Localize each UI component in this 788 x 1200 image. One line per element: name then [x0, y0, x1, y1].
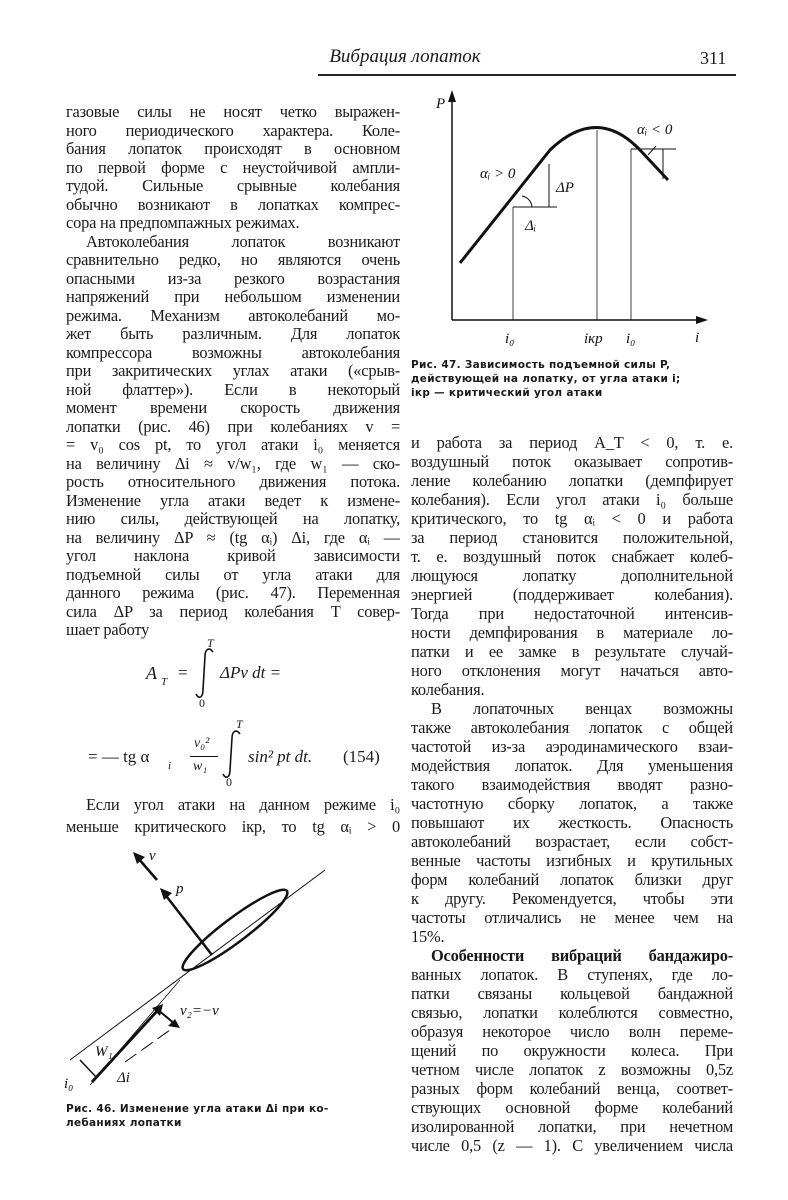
text-line: газовые силы не носят четко выражен-	[66, 103, 400, 121]
text-line: патки и ее замке в результате случай-	[411, 642, 733, 661]
figure-46-caption-line-1: Рис. 46. Изменение угла атаки Δi при ко-	[66, 1103, 329, 1115]
text-line: критического, то tg αᵢ < 0 и работа	[411, 509, 733, 528]
fig46-label-v: v	[149, 848, 156, 864]
text-line: ствующих основной форме колебаний	[411, 1098, 733, 1117]
text-line: ного периодического характера. Коле-	[66, 121, 400, 140]
running-header-title: Вибрация лопаток	[329, 46, 481, 67]
text-line: тудой. Сильные срывные колебания	[66, 177, 400, 195]
fig46-label-i0: i₀	[64, 1076, 74, 1092]
text-line: такого взаимодействия вводят разно-	[411, 775, 733, 794]
text-line: ление колебанию лопатки (демпфирует	[411, 471, 733, 490]
fig47-i0-right: i₀	[626, 331, 636, 347]
fig47-y-label: P	[436, 96, 446, 112]
text-line: Изменение угла атаки ведет к измене-	[66, 491, 400, 510]
text-line: ного отклонения могут начаться авто-	[411, 661, 733, 680]
text-line: сила ΔP за период колебания T совер-	[66, 602, 400, 621]
fig46-label-di: Δi	[117, 1070, 130, 1086]
integral-sign-1	[196, 649, 213, 697]
text-line: опасными из-за резкого возрастания	[66, 269, 400, 288]
text-line: связью, лопатки колеблются совместно,	[411, 1003, 733, 1022]
text-line: Особенности вибраций бандажиро-	[431, 946, 733, 965]
formula-fraction-denominator: w₁	[193, 759, 208, 774]
text-line: подъемной силы от угла атаки для	[66, 565, 400, 584]
text-line: образуя некоторое число волн переме-	[411, 1022, 733, 1041]
text-line: сравнительно редко, но являются очень	[66, 251, 400, 269]
text-line: компрессора возможны автоколебания	[66, 343, 400, 362]
text-line: рость относительного движения потока.	[66, 473, 400, 491]
text-line: энергией (поддерживает колебания).	[411, 585, 733, 604]
figure-47-caption	[411, 358, 733, 400]
text-line: числе 0,5 (z — 1). С увеличением числа	[411, 1136, 733, 1155]
text-line: напряжений при небольшом изменении	[66, 288, 400, 306]
fig47-x-label: i	[695, 330, 700, 346]
text-line: патки связаны кольцевой бандажной	[411, 984, 733, 1003]
text-line: частотную сборку лопаток, а также	[411, 794, 733, 813]
text-line: изолированной лопатки, при нечетном	[411, 1117, 733, 1136]
fig46-label-w1: W₁	[95, 1044, 113, 1060]
text-line: ности демпфирования в материале ло-	[411, 623, 733, 642]
text-line: ванных лопаток. В ступенях, где ло-	[411, 965, 733, 984]
formula-upper-limit-2: T	[236, 717, 243, 731]
fig46-label-v2: v₂=−v	[180, 1003, 219, 1019]
text-line: на величину ΔP ≈ (tg αᵢ) Δi, где αᵢ —	[66, 528, 400, 547]
text-line: 15%.	[411, 927, 445, 946]
formula-lhs-sub: T	[161, 676, 168, 688]
figure-46-caption	[66, 1102, 400, 1130]
integral-sign-2	[223, 731, 240, 777]
fig47-ikp: iкр	[584, 331, 603, 347]
text-line: автоколебаний возрастает, если собст-	[411, 832, 733, 851]
text-line: меньше критического iкр, то tg αᵢ > 0	[66, 816, 400, 836]
text-line: повышают их жесткость. Опасность	[411, 813, 733, 832]
text-line: частотой из-за аэродинамического взаи-	[411, 737, 733, 756]
figure-47-caption-line-1: Рис. 47. Зависимость подъемной силы P,	[411, 359, 671, 371]
text-line: жет быть различным. Для лопаток	[66, 325, 400, 343]
formula-line2-sub: i	[168, 760, 172, 772]
fig47-alpha-neg: αᵢ < 0	[637, 122, 673, 138]
text-line: при закритических углах атаки («срыв-	[66, 362, 400, 380]
text-line: бания лопаток происходят в основном	[66, 140, 400, 158]
text-line: угол наклона кривой зависимости	[66, 547, 400, 565]
text-line: Автоколебания лопаток возникают	[86, 232, 400, 251]
formula-eq: =	[178, 663, 188, 682]
figure-47-caption-line-3: iкр — критический угол атаки	[411, 387, 603, 399]
text-line: режима. Механизм автоколебаний мо-	[66, 306, 400, 325]
fig46-label-p: p	[176, 881, 184, 897]
formula-fraction-numerator: v₀²	[194, 736, 210, 751]
figure-46-caption-line-2: лебаниях лопатки	[66, 1117, 182, 1129]
formula-upper-limit: T	[207, 636, 214, 650]
fig47-i0-left: i₀	[505, 331, 515, 347]
text-line: обычно возникают в лопатках компрес-	[66, 195, 400, 214]
right-column-text	[411, 433, 733, 1155]
text-line: за период становится положительной,	[411, 528, 733, 547]
text-line: по первой форме с неустойчивой ампли-	[66, 158, 400, 177]
text-line: момент времени скорость движения	[66, 399, 400, 417]
formula-lhs: A	[146, 663, 157, 683]
text-line: нию силы, действующей на лопатку,	[66, 510, 400, 528]
text-line: колебания.	[411, 680, 485, 699]
text-line: четном числе лопаток z возможны 0,5z	[411, 1060, 733, 1079]
formula-lower-limit: 0	[199, 696, 205, 710]
page-number: 311	[700, 48, 727, 68]
text-line: также автоколебания лопаток с общей	[411, 718, 733, 737]
text-line: воздушный поток оказывает сопротив-	[411, 452, 733, 471]
formula-lower-limit-2: 0	[226, 775, 232, 789]
text-line: венные частоты изгибных и крутильных	[411, 851, 733, 870]
formula-line2-prefix: = — tg α	[88, 747, 150, 766]
equation-number: (154)	[343, 747, 380, 766]
fig47-delta-i: Δᵢ	[525, 218, 537, 234]
formula-integrand: ΔPv dt =	[220, 663, 282, 682]
text-line: лопатки (рис. 46) при колебаниях v =	[66, 417, 400, 436]
formula-integrand-2: sin² pt dt.	[248, 747, 313, 766]
text-line: форм колебаний лопаток близки друг	[411, 870, 733, 889]
text-line: = v₀ cos pt, то угол атаки i₀ меняется	[66, 436, 400, 454]
text-line: сора на предпомпажных режимах.	[66, 214, 300, 232]
text-line: т. е. воздушный поток снабжает колеб-	[411, 547, 733, 566]
text-line: на величину Δi ≈ v/w₁, где w₁ — ско-	[66, 454, 400, 473]
text-line: к другу. Рекомендуется, чтобы эти	[411, 889, 733, 908]
text-line: Тогда при недостаточной интенсив-	[411, 604, 733, 623]
text-line: лющуюся лопатку дополнительной	[411, 566, 733, 585]
text-line: разных форм колебаний венца, соответ-	[411, 1079, 733, 1098]
text-line: и работа за период A_T < 0, т. е.	[411, 433, 733, 452]
text-line: модействия лопаток. Для уменьшения	[411, 756, 733, 775]
figure-47-caption-line-2: действующей на лопатку, от угла атаки i;	[411, 373, 681, 385]
fig47-alpha-pos: αᵢ > 0	[480, 166, 516, 182]
fraction-bar	[190, 756, 218, 757]
text-line: ной флаттер»). Если в некоторый	[66, 380, 400, 399]
left-column-text-continued	[66, 794, 400, 837]
text-line: шает работу	[66, 621, 150, 639]
text-line: В лопаточных венцах возможны	[431, 699, 733, 718]
text-line: щений по окружности колеса. При	[411, 1041, 733, 1060]
fig47-delta-p: ΔP	[556, 180, 574, 196]
text-line: частоты отличались не менее чем на	[411, 908, 733, 927]
text-line: колебания). Если угол атаки i₀ больше	[411, 490, 733, 509]
text-line: Если угол атаки на данном режиме i₀	[86, 795, 400, 814]
text-line: данного режима (рис. 47). Переменная	[66, 584, 400, 602]
